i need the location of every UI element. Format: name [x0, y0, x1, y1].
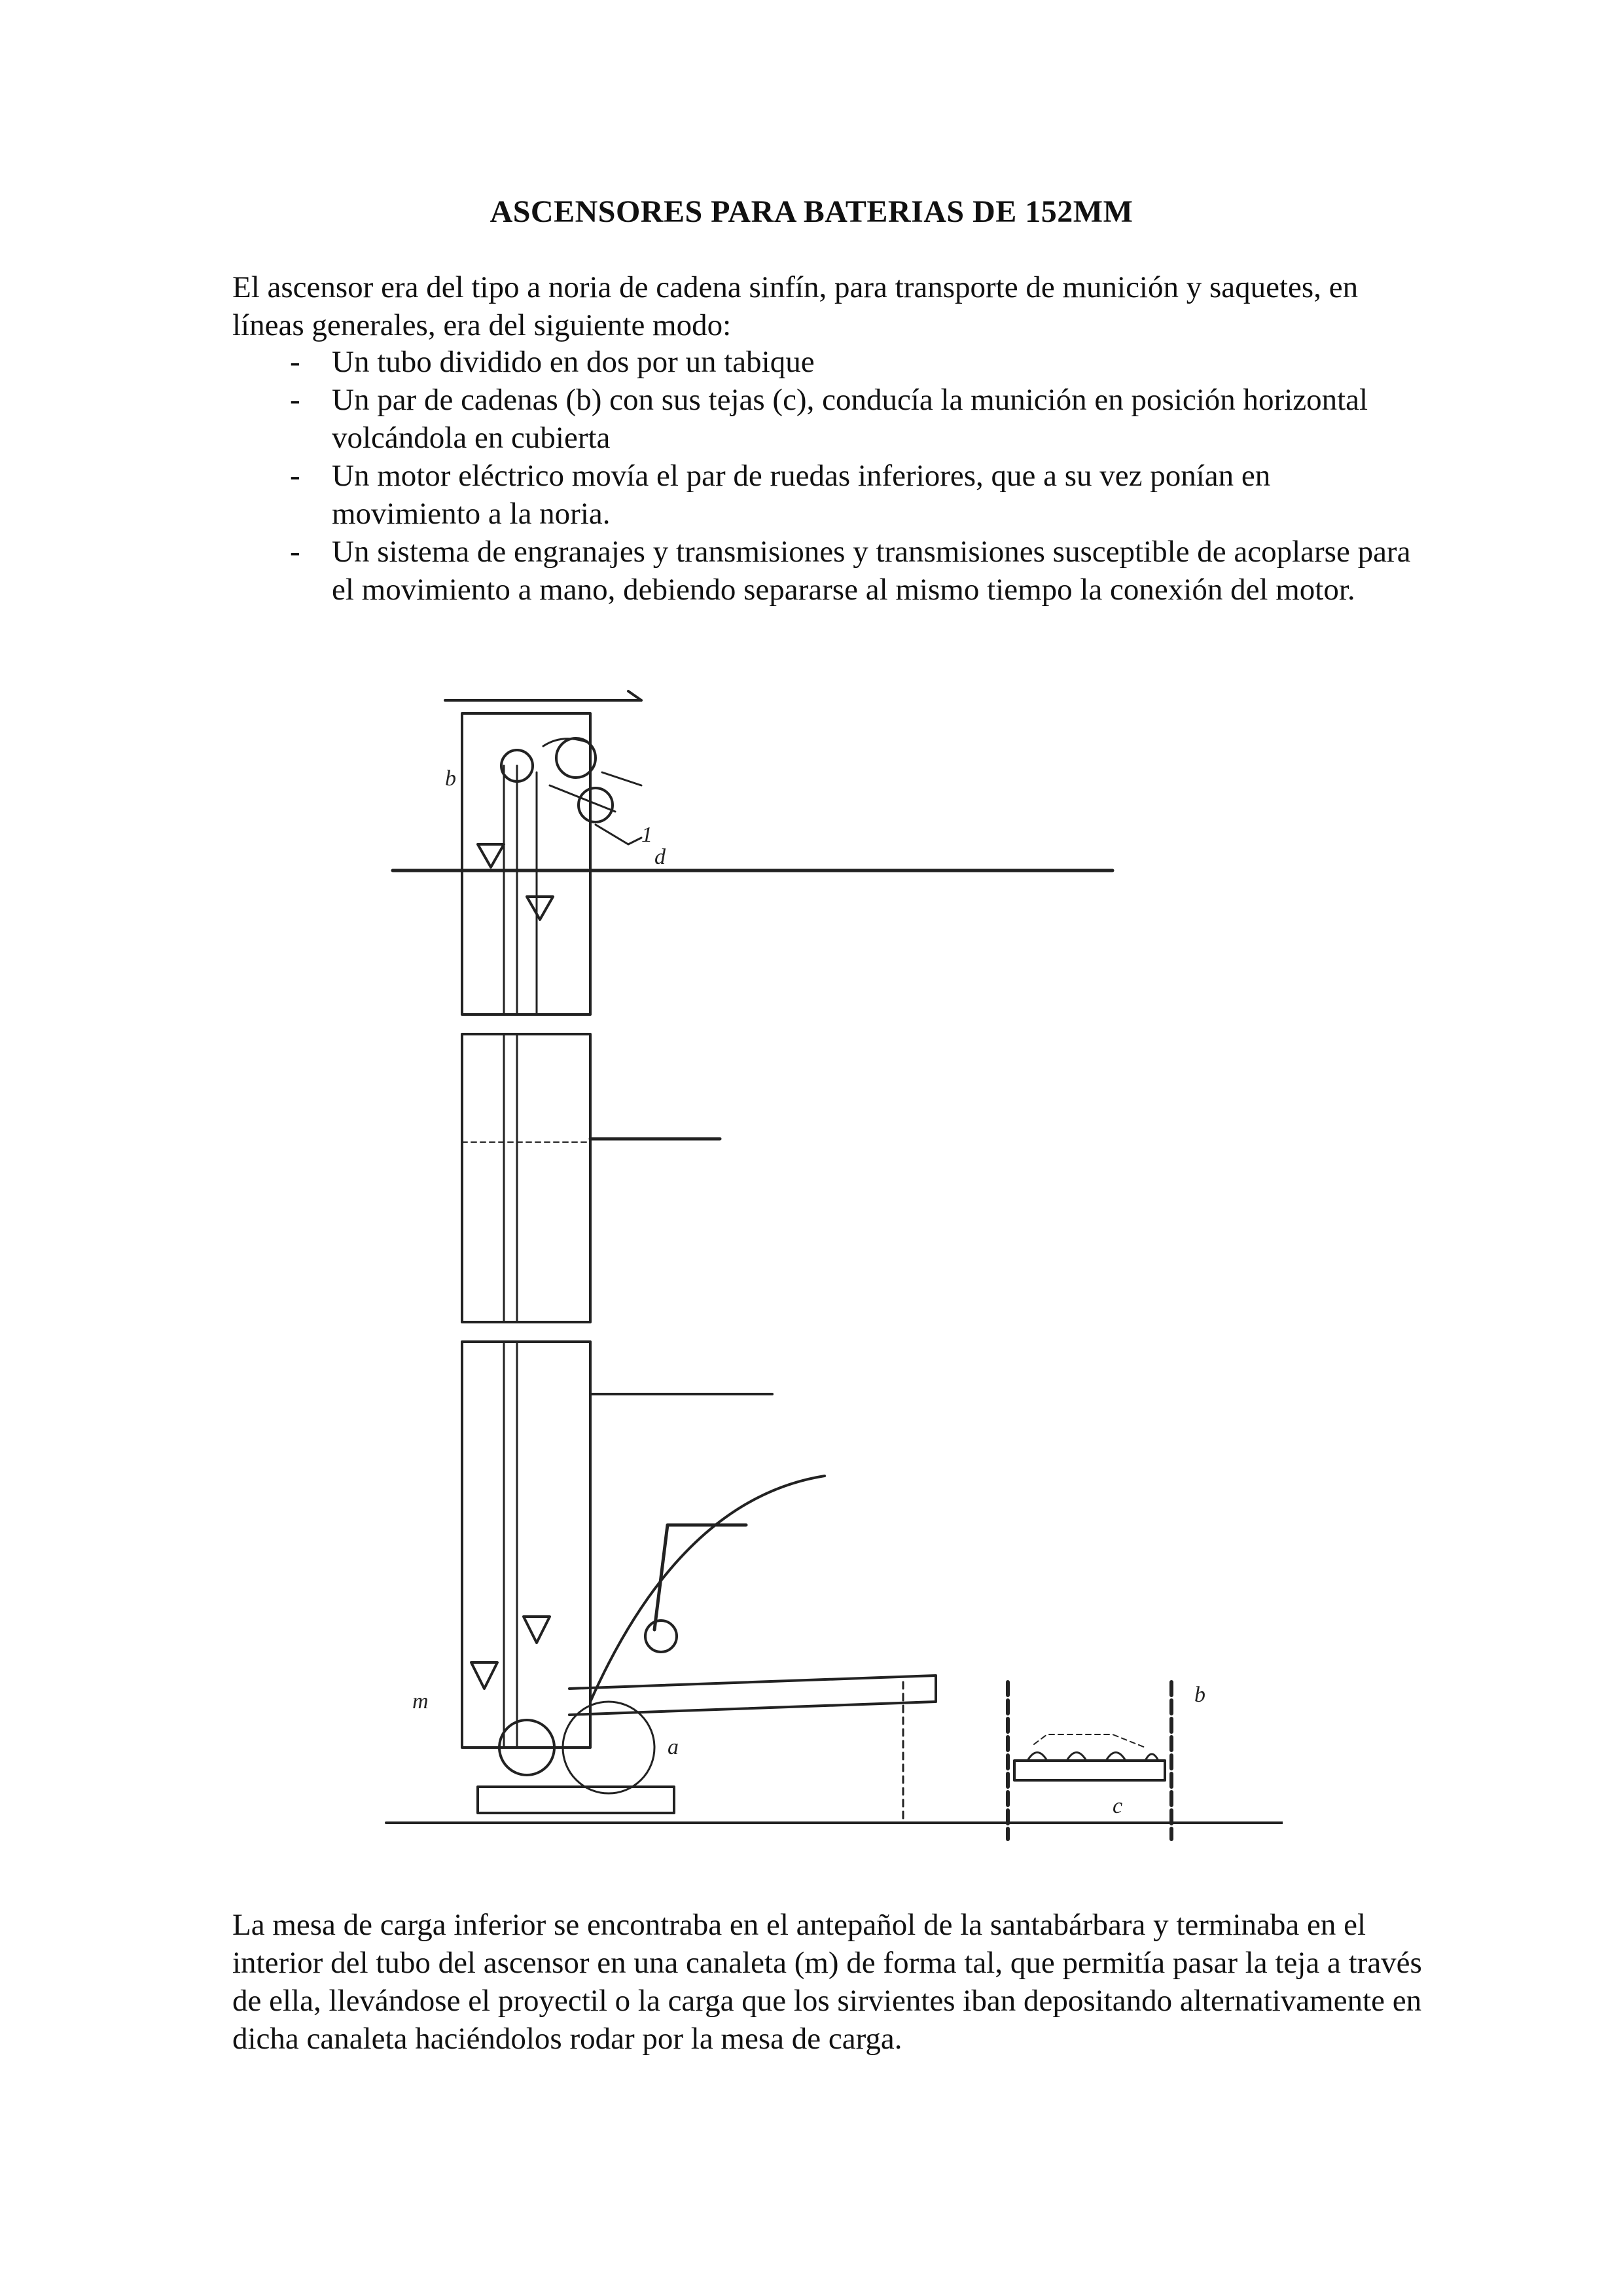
lower-tube: [462, 1342, 590, 1748]
upper-bucket-left: [478, 844, 504, 867]
label-b-top: b: [445, 766, 456, 791]
label-b-right: b: [1194, 1683, 1205, 1707]
list-item-text: Un motor eléctrico movía el par de ruedas inferiores, que a su vez ponían en movimiento a la noria.: [332, 459, 1271, 531]
tile-dashed: [1034, 1734, 1145, 1748]
elevator-drawing: [380, 681, 1283, 1885]
lower-bucket-2: [524, 1617, 550, 1643]
upper-partition: [504, 766, 537, 1014]
list-item-text: Un sistema de engranajes y transmisiones y transmisiones susceptible de acoplarse para el movimiento a mano, debiendo separarse al mismo tiempo la conexión del motor.: [332, 535, 1411, 607]
lower-bucket: [471, 1662, 497, 1689]
list-item: [232, 381, 1423, 457]
list-item: [232, 457, 1423, 533]
top-cap: [445, 691, 641, 700]
tile-plate: [1014, 1761, 1165, 1780]
bullet-dash: -: [290, 535, 300, 569]
control-lever: [596, 825, 641, 844]
list-item-text: Un par de cadenas (b) con sus tejas (c), conducía la munición en posición horizontal volcándola en cubierta: [332, 383, 1368, 455]
middle-tube: [462, 1034, 590, 1322]
page-title: ASCENSORES PARA BATERIAS DE 152MM: [490, 194, 1133, 229]
bullet-dash: -: [290, 383, 300, 417]
motor-base: [478, 1787, 674, 1813]
upper-bucket-center: [527, 897, 553, 920]
bullet-dash: -: [290, 345, 300, 379]
lower-partition: [504, 1342, 517, 1748]
intro-paragraph: El ascensor era del tipo a noria de cadena sinfín, para transporte de munición y saquetes, en líneas generales, era del siguiente modo:: [232, 270, 1359, 342]
label-m: m: [412, 1689, 429, 1713]
label-d: d: [654, 845, 666, 869]
label-a: a: [668, 1735, 679, 1759]
crank-wheel: [645, 1621, 677, 1652]
list-item: [232, 343, 1423, 381]
label-one: 1: [641, 823, 652, 847]
feature-list: [232, 343, 1423, 609]
list-item-text: Un tubo dividido en dos por un tabique: [332, 345, 815, 379]
list-item: [232, 533, 1423, 609]
upper-tube: [462, 713, 590, 1014]
outro-paragraph: La mesa de carga inferior se encontraba en el antepañol de la santabárbara y terminaba en el interior del tubo del ascensor en una canaleta (m) de forma tal, que permitía pasar la teja a través de ella, llevándose el proyectil o la carga que los sirvientes iban depositando alternativamente en dicha canaleta haciéndolos rodar por la mesa de carga.: [232, 1908, 1422, 2056]
bullet-dash: -: [290, 459, 300, 493]
hopper-curve: [590, 1476, 825, 1702]
middle-partition: [504, 1034, 517, 1322]
loading-table: [569, 1676, 936, 1715]
elevator-diagram: [380, 681, 1283, 1885]
hand-crank: [654, 1525, 746, 1630]
label-c: c: [1113, 1794, 1123, 1818]
top-gear: [579, 788, 613, 822]
